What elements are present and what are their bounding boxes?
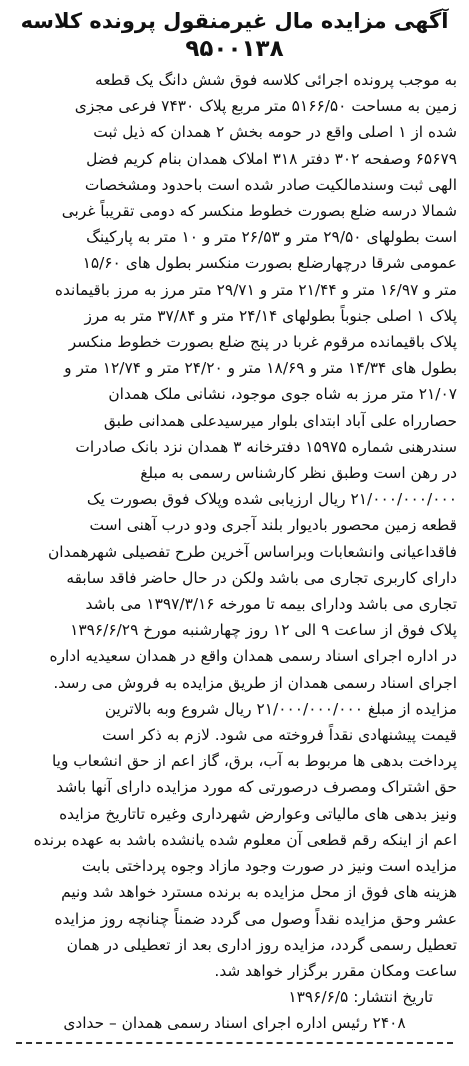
- dashed-divider: [16, 1042, 453, 1044]
- body-line: ونیز بدهی های مالیاتی وعوارض شهرداری وغیره تاتاریخ مزایده: [59, 804, 457, 823]
- body-line: در رهن است وطبق نظر کارشناس رسمی به مبلغ: [140, 464, 457, 483]
- body-line: ساعت ومکان مقرر برگزار خواهد شد.: [214, 961, 457, 980]
- body-line: اعم از اینکه رقم قطعی آن معلوم شده یانشده باشد به عهده برنده: [33, 830, 457, 849]
- body-line: بطول های ۱۴/۳۴ متر و ۱۸/۶۹ متر و ۲۴/۲۰ متر و ۱۲/۷۴ متر و: [64, 359, 457, 378]
- body-line: پلاک باقیمانده مرقوم غربا در پنج ضلع بصورت خطوط منکسر: [68, 333, 457, 352]
- body-line: قیمت پیشنهادی نقداً فروخته می شود. لازم به ذکر است: [101, 726, 457, 745]
- case-number: ۹۵۰۰۱۳۸: [185, 36, 284, 62]
- body-line: تعطیل رسمی گردد، مزایده روز اداری بعد از تعطیلی در همان: [66, 935, 457, 954]
- body-line: است بطولهای ۲۹/۵۰ متر و ۲۶/۵۳ متر و ۱۰ متر به پارکینگ: [86, 228, 457, 247]
- signature-line: ۲۴۰۸ رئیس اداره اجرای اسناد رسمی همدان – حدادی: [63, 1014, 406, 1033]
- body-line: پلاک ۱ اصلی جنوباً بطولهای ۲۴/۱۴ متر و ۳۷/۸۴ متر به مرز: [84, 306, 457, 325]
- body-line: حق اشتراک ومصرف درصورتی که مورد مزایده دارای آنها باشد: [56, 778, 457, 797]
- body-line: زمین به مساحت ۵۱۶۶/۵۰ متر مربع پلاک ۷۴۳۰ فرعی مجزی: [74, 97, 457, 116]
- body-line: شده از ۱ اصلی واقع در حومه بخش ۲ همدان که ذیل ثبت: [93, 123, 457, 142]
- body-line: پلاک فوق از ساعت ۹ الی ۱۲ روز چهارشنبه مورخ ۱۳۹۶/۶/۲۹: [70, 621, 457, 640]
- notice-footer: [12, 984, 457, 1036]
- body-line: مزایده از مبلغ ۲۱/۰۰۰/۰۰۰/۰۰۰ ریال شروع وبه بالاترین: [104, 699, 457, 718]
- body-line: دارای کاربری تجاری می باشد ولکن در حال حاضر فاقد سابقه: [66, 568, 457, 587]
- body-line: در اداره اجرای اسناد رسمی همدان واقع در همدان سعیدیه اداره: [49, 647, 457, 666]
- body-line: به موجب پرونده اجرائی کلاسه فوق شش دانگ یک قطعه: [94, 71, 457, 89]
- body-line: متر و ۱۶/۹۷ متر و ۲۱/۴۴ متر و ۲۹/۷۱ متر مرز به مرز باقیمانده: [54, 280, 457, 299]
- body-line: مزایده است ونیز در صورت وجود مازاد وجوه پرداختی بابت: [81, 857, 457, 876]
- body-line: قطعه زمین محصور بادیوار بلند آجری ودو درب آهنی است: [89, 516, 457, 535]
- notice-body: [12, 67, 457, 984]
- body-line: عمومی شرقا درچهارضلع بصورت منکسر بطول های ۱۵/۶۰: [82, 254, 457, 273]
- body-line: ۶۵۶۷۹ وصفحه ۳۰۲ دفتر ۳۱۸ املاک همدان بنام کریم فضل: [86, 149, 457, 168]
- body-line: سندرهنی شماره ۱۵۹۷۵ دفترخانه ۳ همدان نزد بانک صادرات: [75, 437, 457, 456]
- body-line: عشر وحق مزایده نقداً وصول می گردد ضمناً چنانچه روز مزایده: [54, 909, 457, 928]
- body-line: الهی ثبت وسندمالکیت صادر شده است باحدود ومشخصات: [84, 175, 457, 194]
- body-line: حصارراه علی آباد ابتدای بلوار میرسیدعلی همدانی طبق: [103, 411, 457, 430]
- body-line: شمالا درسه ضلع بصورت خطوط منکسر که دومی تقریباً غربی: [61, 202, 457, 221]
- body-line: فاقداعیانی وانشعابات وبراساس آخرین طرح تفصیلی شهرهمدان: [48, 542, 457, 561]
- body-line: هزینه های فوق از محل مزایده به برنده مسترد خواهد شد ونیم: [61, 883, 457, 902]
- body-line: ۲۱/۰۷ متر مرز به شاه جوی موجود، نشانی ملک همدان: [108, 385, 457, 404]
- body-line: ۲۱/۰۰۰/۰۰۰/۰۰۰ ریال ارزیابی شده وپلاک فوق بصورت یک: [86, 490, 457, 509]
- body-line: تجاری می باشد ودارای بیمه تا مورخه ۱۳۹۷/۳/۱۶ می باشد: [85, 595, 457, 614]
- body-line: اجرای اسناد رسمی همدان از طریق مزایده به فروش می رسد.: [53, 673, 457, 692]
- publish-date: تاریخ انتشار: ۱۳۹۶/۶/۵: [288, 988, 433, 1007]
- body-line: پرداخت بدهی ها مربوط به آب، برق، گاز اعم از حق انشعاب ویا: [51, 752, 457, 771]
- notice-title: آگهی مزایده مال غیرمنقول پرونده کلاسه: [20, 9, 449, 33]
